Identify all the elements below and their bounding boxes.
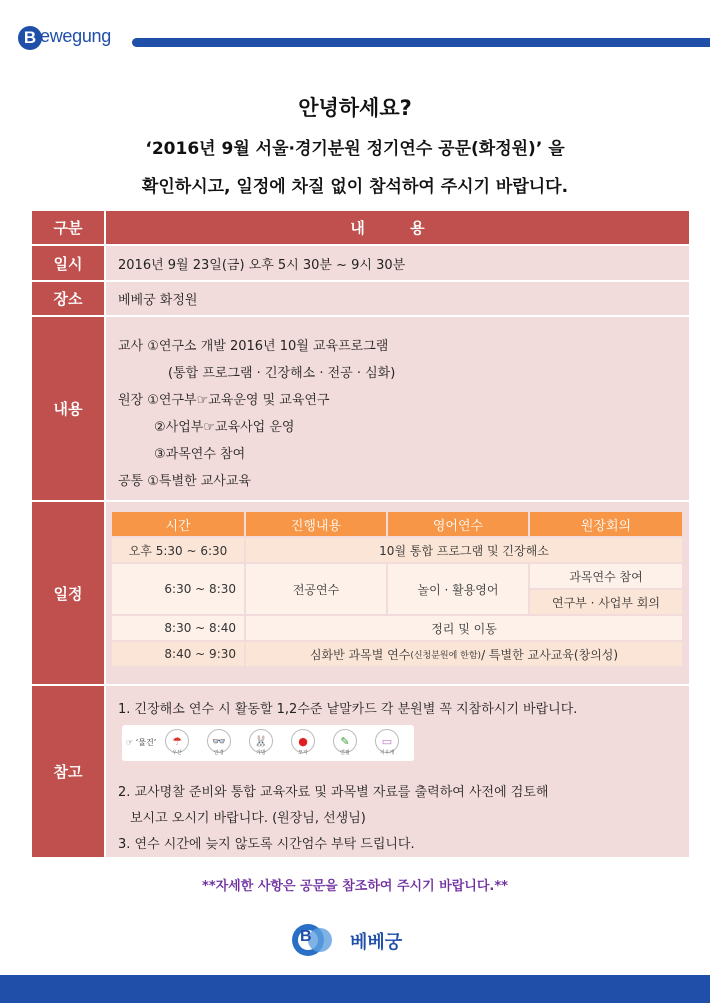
content-row [32,317,689,500]
content-line: 원장 ①연구부☞교육운영 및 교육연구 [118,393,330,408]
logo-letter: B [300,928,312,945]
logo-circle-accent [308,928,332,952]
umbrella-icon-glyph: ☂ [165,729,189,753]
reference-label: 참고 [32,686,104,857]
ball-icon [290,729,316,757]
footer-bar [0,975,710,1003]
eraser-icon-label: 지우개 [379,750,395,756]
glasses-icon-label: 안경 [214,750,224,756]
content-label: 내용 [32,317,104,500]
place-label: 장소 [32,282,104,315]
schedule-time: 오후 5:30 ~ 6:30 [112,538,244,562]
place-row [32,282,689,315]
rabbit-icon-label: 가방 [256,750,266,756]
reference-cell [106,686,689,857]
place-value: 베베궁 화정원 [106,282,689,315]
glasses-icon-glyph: 👓 [207,729,231,753]
date-row [32,246,689,280]
schedule-cell [106,502,689,684]
schedule-header-directors: 원장회의 [530,512,682,536]
glasses-icon [206,729,232,757]
eraser-icon [374,729,400,757]
content-line: ②사업부☞교육사업 운영 [154,420,295,435]
footer-note: **자세한 사항은 공문을 참조하여 주시기 바랍니다.** [202,879,508,894]
schedule-text: 정리 및 이동 [246,616,682,640]
eraser-icon-glyph: ▭ [375,729,399,753]
umbrella-icon-label: 우산 [172,750,182,756]
header-content: 내 용 [106,211,689,244]
schedule-text: 연구부 · 사업부 회의 [530,590,682,614]
schedule-text [246,642,682,666]
schedule-text-tail: / 특별한 교사교육(창의성) [481,647,619,662]
bebegung-logo [292,924,422,956]
pencil-icon [332,729,358,757]
schedule-row [32,502,689,684]
strip-label: ☞ ‘물건’ [126,738,157,747]
content-line: 공통 ①특별한 교사교육 [118,474,251,489]
greeting: 안녕하세요? [298,96,412,120]
page-header [0,0,710,60]
schedule-text-main: 심화반 과목별 연수 [309,647,411,662]
header-bar [132,38,710,47]
content-cell [106,317,689,500]
content-line: (통합 프로그램 · 긴장해소 · 전공 · 심화) [168,366,396,381]
date-value: 2016년 9월 23일(금) 오후 5시 30분 ~ 9시 30분 [106,246,689,280]
schedule-time: 8:40 ~ 9:30 [112,642,244,666]
schedule-text: 과목연수 참여 [530,564,682,588]
ball-icon-label: 모자 [298,750,308,756]
schedule-text-note: (신청분원에 한함) [410,650,482,661]
bewegung-logo [18,24,128,52]
header-label: 구분 [32,211,104,244]
schedule-text: 10월 통합 프로그램 및 긴장해소 [246,538,682,562]
reference-line: 2. 교사명찰 준비와 통합 교육자료 및 과목별 자료를 출력하여 사전에 검토해 [118,785,549,800]
pencil-icon-glyph: ✎ [333,729,357,753]
schedule-header-time: 시간 [112,512,244,536]
word-card-strip [122,725,414,761]
content-line: 교사 ①연구소 개발 2016년 10월 교육프로그램 [118,339,389,354]
logo-text: 베베궁 [350,932,403,953]
reference-row [32,686,689,857]
pencil-icon-label: 연필 [340,750,350,756]
logo-letter: B [18,26,42,50]
schedule-header-english: 영어연수 [388,512,528,536]
reference-line: 보시고 오시기 바랍니다. (원장님, 선생님) [130,811,366,826]
schedule-text: 전공연수 [246,564,386,614]
rabbit-icon-glyph: 🐰 [249,729,273,753]
schedule-time: 6:30 ~ 8:30 [112,564,244,614]
logo-text: ewegung [40,26,111,46]
date-label: 일시 [32,246,104,280]
schedule-time: 8:30 ~ 8:40 [112,616,244,640]
reference-line: 3. 연수 시간에 늦지 않도록 시간엄수 부탁 드립니다. [118,837,415,852]
umbrella-icon [164,729,190,757]
schedule-label: 일정 [32,502,104,684]
rabbit-icon [248,729,274,757]
title-line-2: 확인하시고, 일정에 차질 없이 참석하여 주시기 바랍니다. [141,177,569,197]
title-line-1: ‘2016년 9월 서울·경기분원 정기연수 공문(화정원)’ 을 [145,139,565,159]
content-line: ③과목연수 참여 [154,447,246,462]
schedule-text: 놀이 · 활용영어 [388,564,528,614]
table-header-row [32,211,689,244]
ball-icon-glyph: ● [291,729,315,753]
schedule-header-main: 진행내용 [246,512,386,536]
reference-line: 1. 긴장해소 연수 시 활동할 1,2수준 낱말카드 각 분원별 꼭 지참하시기 바랍니다. [118,702,578,717]
